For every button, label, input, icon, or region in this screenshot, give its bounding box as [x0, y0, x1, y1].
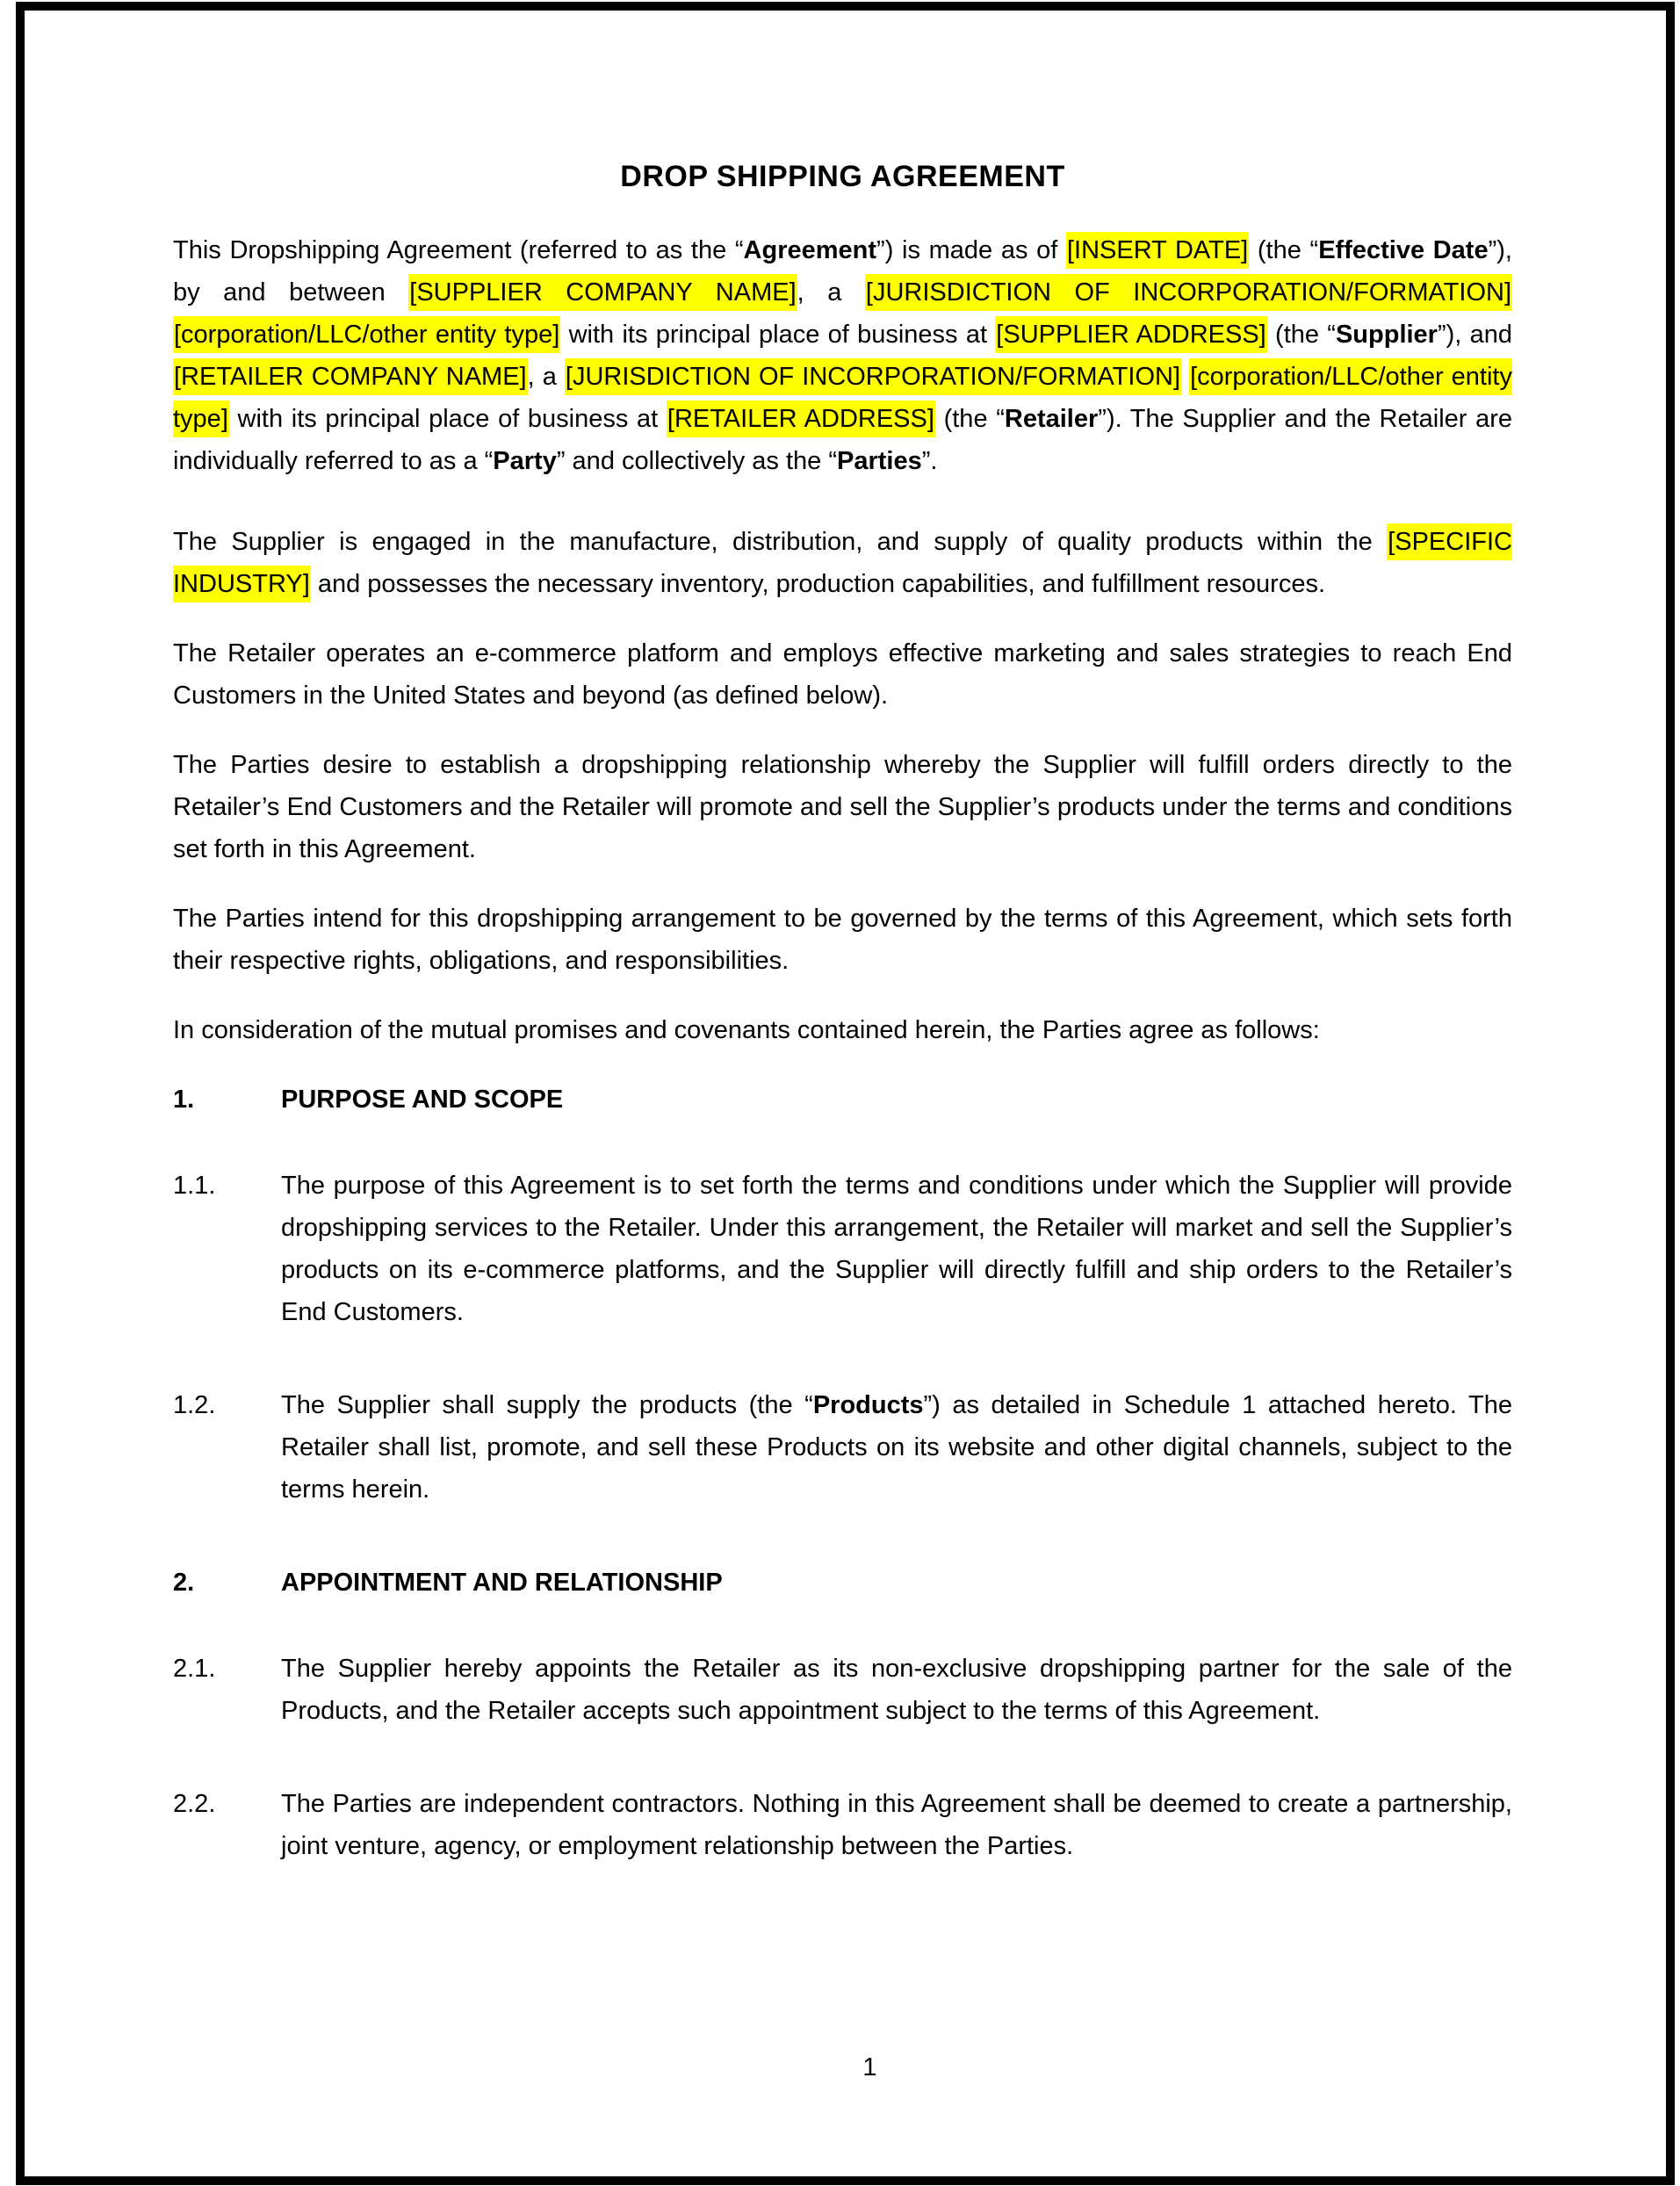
text-segment: (the “	[1266, 321, 1336, 349]
paragraph	[173, 229, 1512, 482]
text-segment: The Parties are independent contractors. Nothing in this Agreement shall be deemed to create a partnership, joint venture, agency, or employment relationship between the Parties.	[281, 1790, 1512, 1860]
text-segment: ”). The Supplier and the Retailer are individually referred to as a “	[173, 405, 1513, 475]
section-heading	[173, 1562, 1512, 1604]
page-number: 1	[862, 2053, 877, 2081]
text-segment: Products	[812, 1391, 924, 1419]
highlighted-placeholder: [RETAILER ADDRESS]	[667, 400, 935, 437]
clause-number: 2.1.	[173, 1655, 216, 1683]
text-segment: ”) as detailed in Schedule 1 attached hereto. The Retailer shall list, promote, and sell these Products on its website and other digital channels, subject to the terms herein.	[281, 1391, 1512, 1504]
highlighted-placeholder: [INSERT DATE]	[1066, 232, 1249, 269]
text-segment: ”), and	[1437, 321, 1513, 349]
paragraph	[173, 898, 1512, 982]
text-segment: APPOINTMENT AND RELATIONSHIP	[281, 1569, 723, 1597]
numbered-clause	[173, 1783, 1512, 1867]
section-heading	[173, 1079, 1512, 1121]
text-segment: , a	[527, 363, 565, 391]
highlighted-placeholder: [corporation/LLC/other entity type]	[173, 358, 1512, 437]
numbered-clause	[173, 1165, 1512, 1333]
highlighted-placeholder: [RETAILER COMPANY NAME]	[173, 358, 528, 395]
text-segment: The Supplier shall supply the products (the “	[281, 1391, 813, 1419]
document-content	[25, 11, 1666, 1867]
text-segment: with its principal place of business at	[228, 405, 667, 433]
text-segment	[1181, 363, 1189, 391]
text-segment: PURPOSE AND SCOPE	[281, 1086, 564, 1114]
text-segment: The Parties intend for this dropshipping arrangement to be governed by the terms of this Agreement, which sets forth their respective rights, obligations, and responsibilities.	[173, 905, 1512, 975]
text-segment: Effective Date	[1318, 236, 1489, 264]
text-segment: The Retailer operates an e-commerce platform and employs effective marketing and sales strategies to reach End Customers in the United States and beyond (as defined below).	[173, 639, 1512, 710]
text-segment: Party	[493, 447, 557, 475]
text-segment: Supplier	[1335, 321, 1438, 349]
text-segment: and possesses the necessary inventory, production capabilities, and fulfillment resources.	[310, 570, 1326, 598]
text-segment: In consideration of the mutual promises and covenants contained herein, the Parties agree as follows:	[173, 1016, 1320, 1044]
numbered-clause	[173, 1648, 1512, 1732]
paragraph	[173, 1009, 1512, 1051]
highlighted-placeholder: [JURISDICTION OF INCORPORATION/FORMATION]	[865, 274, 1512, 311]
clause-text	[281, 1384, 1512, 1511]
text-segment: with its principal place of business at	[560, 321, 996, 349]
paragraph	[173, 744, 1512, 870]
highlighted-placeholder: [SUPPLIER ADDRESS]	[995, 316, 1266, 353]
clause-number: 2.	[173, 1569, 195, 1597]
text-segment: ”.	[921, 447, 938, 475]
text-segment: ”), by and between	[173, 236, 1512, 307]
text-segment: ”) is made as of	[876, 236, 1066, 264]
document-title: DROP SHIPPING AGREEMENT	[620, 160, 1065, 193]
text-segment: The Supplier hereby appoints the Retailer as its non-exclusive dropshipping partner for the sale of the Products, and the Retailer accepts such appointment subject to the terms of this Agreement.	[281, 1655, 1512, 1725]
text-segment: ” and collectively as the “	[556, 447, 837, 475]
text-segment: (the “	[1249, 236, 1319, 264]
numbered-clause	[173, 1384, 1512, 1511]
text-segment: Agreement	[743, 236, 877, 264]
clause-number: 1.1.	[173, 1172, 216, 1200]
highlighted-placeholder: [SPECIFIC INDUSTRY]	[173, 523, 1512, 602]
paragraph	[173, 632, 1512, 717]
page-sheet	[16, 2, 1675, 2185]
clause-number: 2.2.	[173, 1790, 216, 1818]
highlighted-placeholder: [SUPPLIER COMPANY NAME]	[408, 274, 797, 311]
clause-number: 1.2.	[173, 1391, 216, 1419]
text-segment: Parties	[837, 447, 922, 475]
text-segment: The purpose of this Agreement is to set forth the terms and conditions under which the Supplier will provide dropshipping services to the Retailer. Under this arrangement, the Retailer will market and sell the Supplier’s products on its e-commerce platforms, and the Supplier will directly fulfill and ship orders to the Retailer’s End Customers.	[281, 1172, 1512, 1326]
clause-text	[281, 1165, 1512, 1333]
highlighted-placeholder: [JURISDICTION OF INCORPORATION/FORMATION]	[565, 358, 1181, 395]
document-body	[173, 229, 1512, 1867]
text-segment: Retailer	[1004, 405, 1099, 433]
paragraph	[173, 521, 1512, 605]
clause-text	[281, 1562, 1512, 1604]
highlighted-placeholder: [corporation/LLC/other entity type]	[173, 316, 560, 353]
text-segment: This Dropshipping Agreement (referred to as the “	[173, 236, 744, 264]
clause-text	[281, 1783, 1512, 1867]
clause-number: 1.	[173, 1086, 195, 1114]
clause-text	[281, 1648, 1512, 1732]
clause-text	[281, 1079, 1512, 1121]
text-segment: The Supplier is engaged in the manufacture, distribution, and supply of quality products within the	[173, 528, 1388, 556]
text-segment: (the “	[934, 405, 1005, 433]
text-segment: The Parties desire to establish a dropshipping relationship whereby the Supplier will fulfill orders directly to the Retailer’s End Customers and the Retailer will promote and sell the Supplier’s products under the terms and conditions set forth in this Agreement.	[173, 751, 1512, 863]
text-segment: , a	[797, 278, 865, 307]
